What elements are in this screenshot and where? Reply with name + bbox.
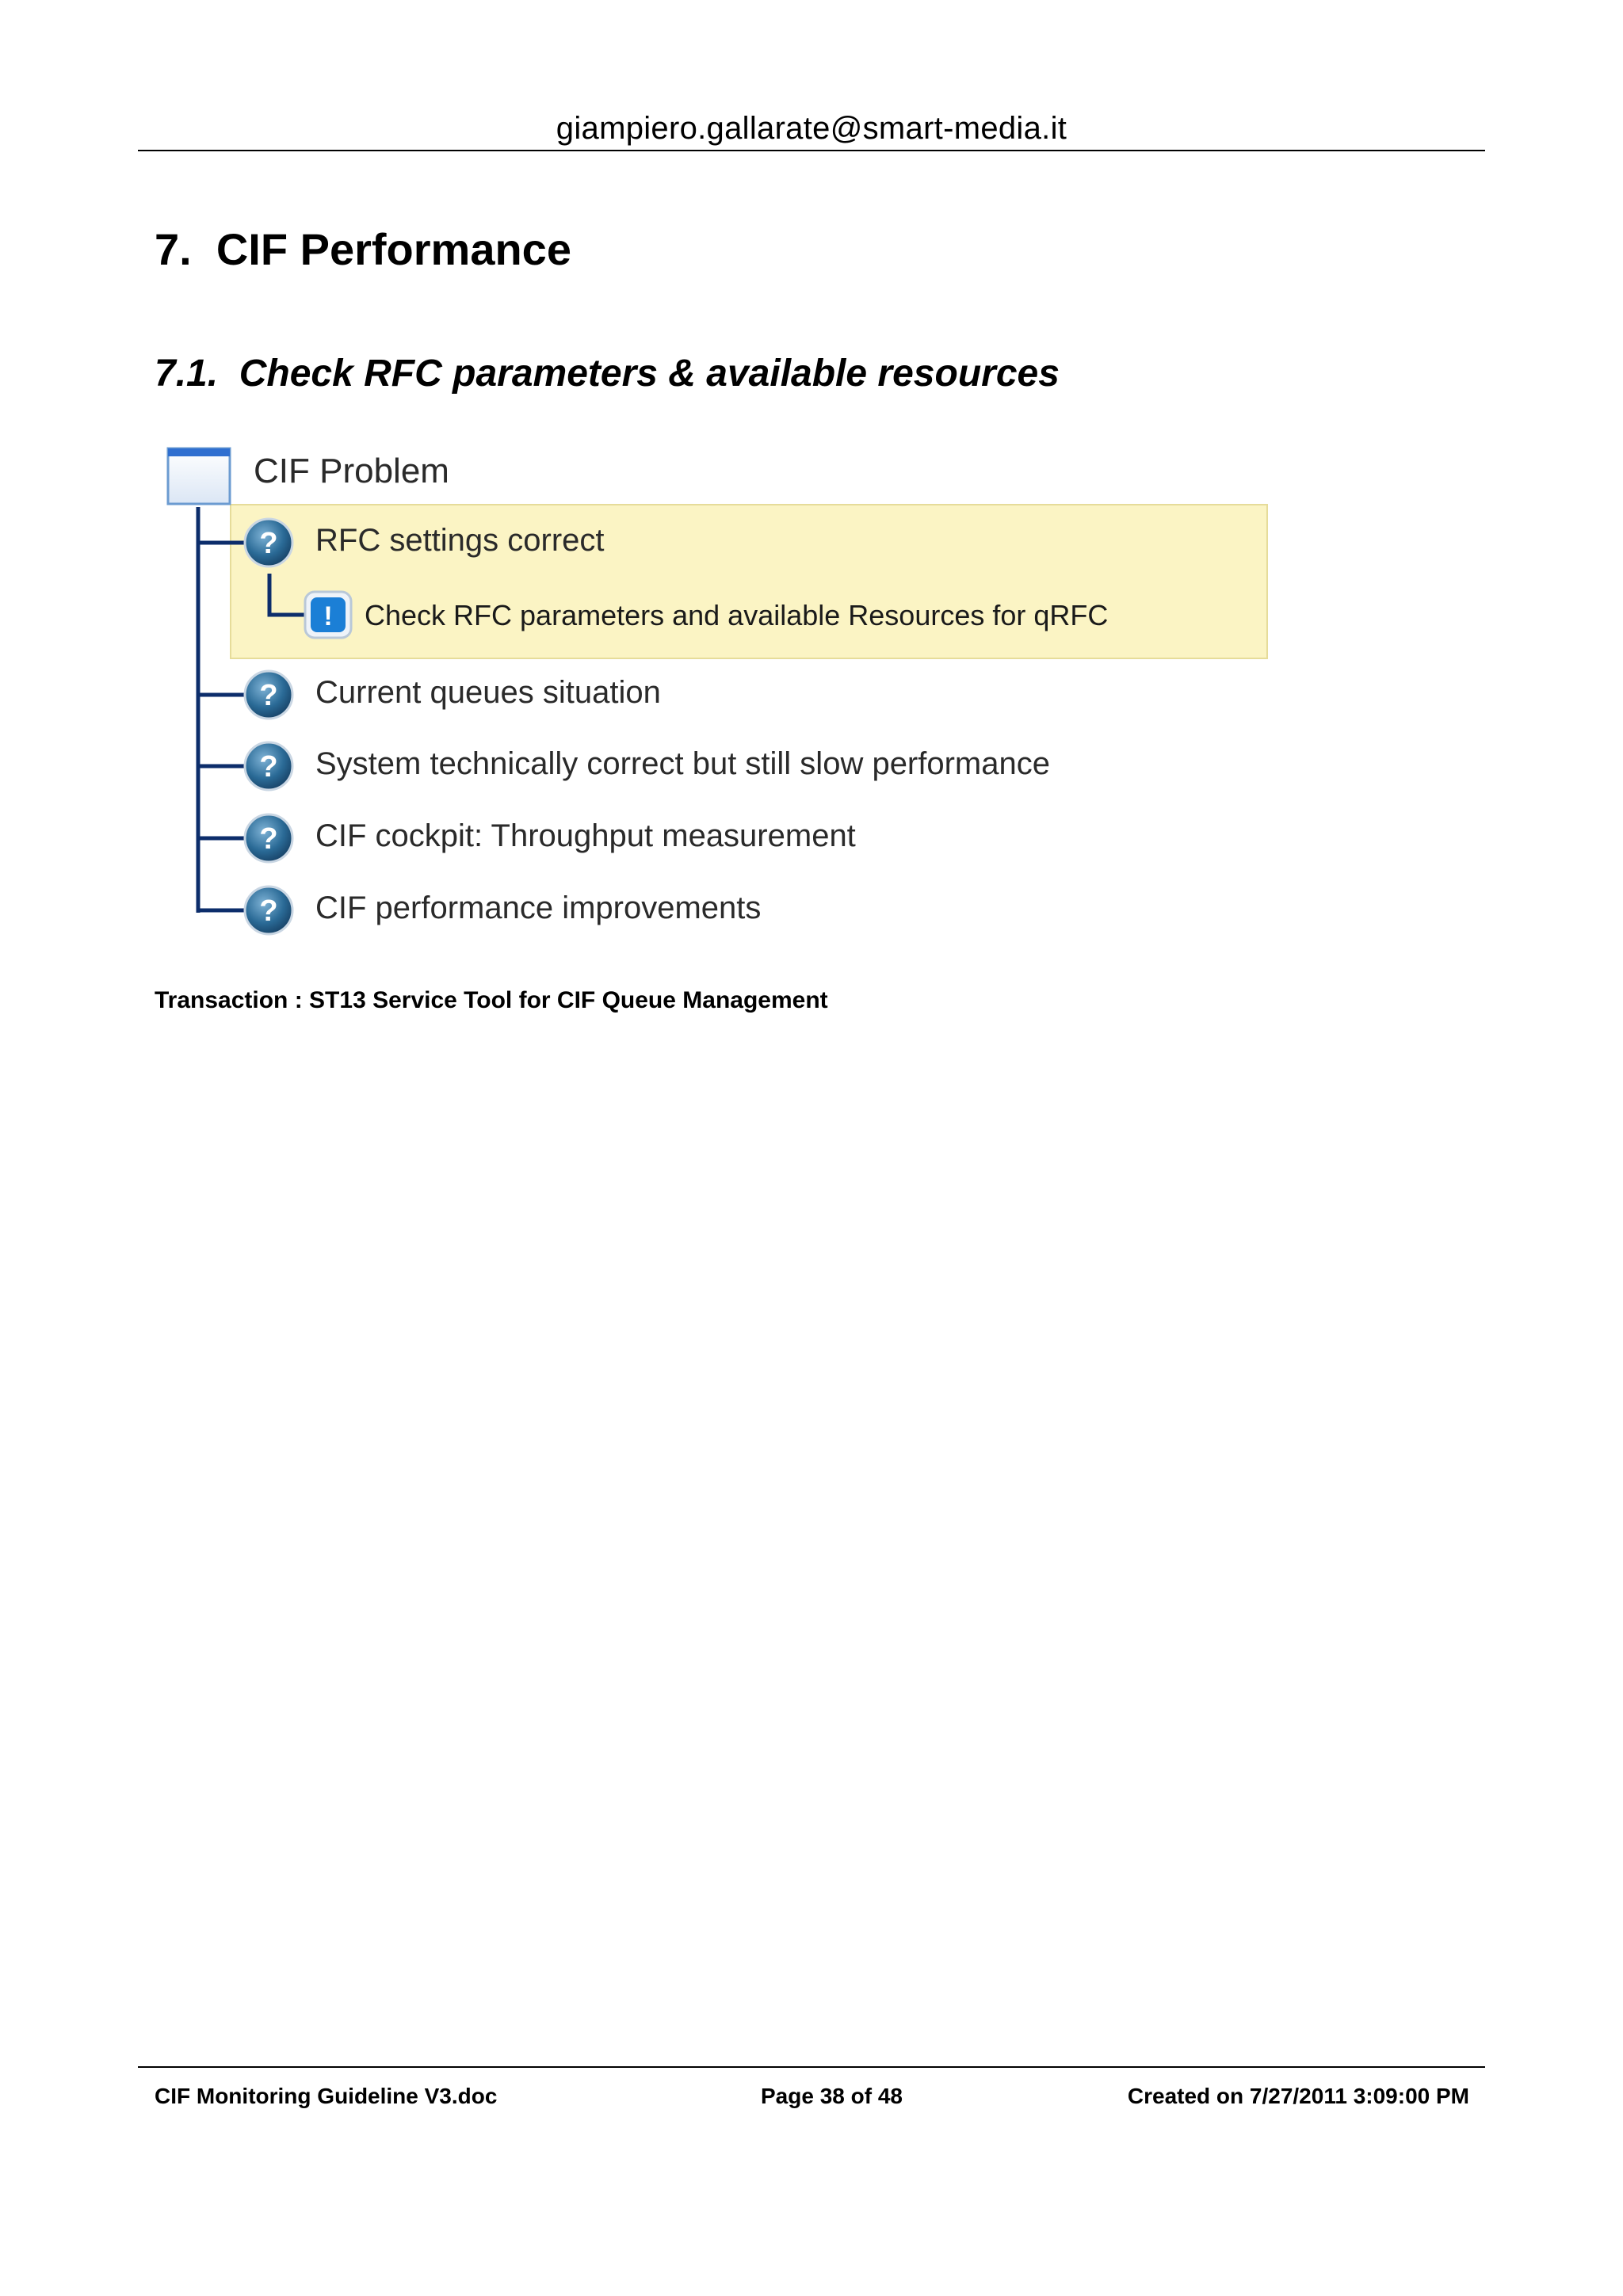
svg-text:?: ? — [259, 679, 278, 712]
question-icon — [242, 517, 295, 569]
question-icon — [242, 740, 295, 792]
node-label-check-rfc: Check RFC parameters and available Resources for qRFC — [365, 599, 1109, 631]
footer-page-number: Page 38 of 48 — [761, 2084, 903, 2108]
node-label-queues: Current queues situation — [315, 675, 661, 710]
sub-branch-line — [269, 574, 306, 615]
question-icon — [242, 812, 295, 864]
svg-text:?: ? — [259, 894, 278, 928]
footer-created-date: Created on 7/27/2011 3:09:00 PM — [1127, 2084, 1469, 2108]
transaction-text: Transaction : ST13 Service Tool for CIF Queue Management — [155, 987, 828, 1013]
section-title: 7.1. Check RFC parameters & available resources — [155, 353, 1060, 395]
header-email: giampiero.gallarate@smart-media.it — [556, 111, 1067, 146]
footer-document-name: CIF Monitoring Guideline V3.doc — [155, 2084, 498, 2108]
node-label-rfc-settings: RFC settings correct — [315, 523, 605, 558]
svg-text:?: ? — [259, 822, 278, 856]
tree-connectors — [0, 0, 1623, 951]
chapter-title: 7. CIF Performance — [155, 224, 571, 274]
footer-divider — [138, 2066, 1485, 2068]
svg-text:?: ? — [259, 527, 278, 560]
root-node-label: CIF Problem — [254, 452, 449, 490]
question-icon — [242, 884, 295, 936]
svg-text:!: ! — [323, 601, 333, 631]
question-icon — [242, 669, 295, 721]
node-label-slow-performance: System technically correct but still slow performance — [315, 746, 1050, 781]
svg-text:?: ? — [259, 750, 278, 784]
node-label-improvements: CIF performance improvements — [315, 891, 762, 925]
decision-tree — [0, 0, 1623, 951]
exclamation-icon — [303, 589, 353, 640]
node-label-cockpit: CIF cockpit: Throughput measurement — [315, 818, 856, 853]
window-icon — [168, 448, 230, 504]
